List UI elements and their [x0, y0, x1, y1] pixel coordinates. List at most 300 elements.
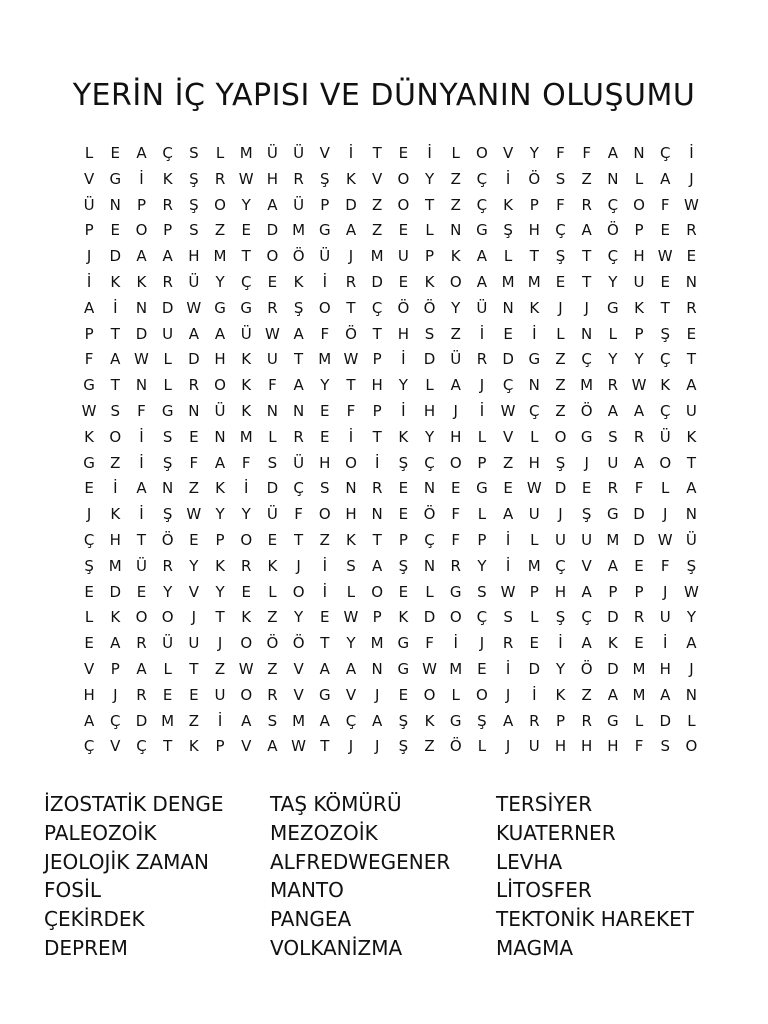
- grid-cell[interactable]: D: [345, 195, 357, 214]
- grid-cell[interactable]: G: [83, 453, 95, 472]
- grid-cell[interactable]: İ: [505, 556, 511, 575]
- grid-cell[interactable]: G: [318, 221, 331, 240]
- grid-cell[interactable]: J: [584, 453, 589, 472]
- grid-cell[interactable]: M: [527, 556, 541, 575]
- grid-cell[interactable]: E: [320, 608, 330, 627]
- grid-cell[interactable]: İ: [139, 505, 144, 524]
- grid-cell[interactable]: Ç: [476, 608, 488, 627]
- grid-cell[interactable]: N: [423, 556, 436, 575]
- grid-cell[interactable]: P: [372, 608, 382, 627]
- grid-cell[interactable]: S: [267, 711, 278, 730]
- grid-cell[interactable]: K: [215, 479, 225, 498]
- grid-cell[interactable]: R: [267, 298, 278, 317]
- grid-cell[interactable]: İ: [558, 634, 563, 653]
- grid-cell[interactable]: W: [291, 737, 307, 756]
- grid-cell[interactable]: Ü: [293, 195, 305, 214]
- grid-cell[interactable]: L: [530, 427, 539, 446]
- grid-cell[interactable]: J: [86, 505, 92, 524]
- grid-cell[interactable]: M: [527, 272, 541, 291]
- grid-cell[interactable]: U: [266, 350, 278, 369]
- grid-cell[interactable]: R: [345, 272, 357, 291]
- grid-cell[interactable]: Z: [188, 479, 199, 498]
- grid-cell[interactable]: A: [607, 144, 618, 162]
- grid-cell[interactable]: O: [318, 505, 331, 524]
- grid-cell[interactable]: L: [634, 711, 644, 730]
- grid-cell[interactable]: J: [663, 505, 668, 524]
- grid-cell[interactable]: K: [424, 711, 435, 730]
- grid-cell[interactable]: Y: [189, 556, 199, 575]
- grid-cell[interactable]: E: [189, 685, 199, 704]
- grid-cell[interactable]: İ: [401, 350, 406, 369]
- grid-cell[interactable]: R: [476, 350, 488, 369]
- grid-cell[interactable]: E: [398, 582, 409, 601]
- grid-cell[interactable]: F: [241, 453, 251, 472]
- grid-cell[interactable]: A: [214, 453, 226, 472]
- grid-cell[interactable]: P: [477, 453, 487, 472]
- grid-cell[interactable]: S: [555, 169, 566, 188]
- grid-cell[interactable]: L: [346, 582, 356, 601]
- grid-cell[interactable]: A: [633, 453, 645, 472]
- grid-cell[interactable]: P: [608, 582, 618, 601]
- grid-cell[interactable]: W: [343, 350, 359, 369]
- grid-cell[interactable]: A: [686, 376, 697, 395]
- grid-cell[interactable]: R: [529, 711, 540, 730]
- grid-cell[interactable]: Y: [294, 608, 304, 627]
- grid-cell[interactable]: O: [371, 582, 384, 601]
- grid-cell[interactable]: T: [189, 659, 199, 678]
- grid-cell[interactable]: İ: [689, 144, 694, 162]
- grid-cell[interactable]: W: [343, 608, 359, 627]
- grid-cell[interactable]: Ç: [529, 401, 540, 420]
- grid-cell[interactable]: Ş: [398, 556, 409, 575]
- grid-cell[interactable]: Ş: [581, 505, 592, 524]
- grid-cell[interactable]: Ö: [397, 298, 410, 317]
- grid-cell[interactable]: K: [503, 195, 514, 214]
- grid-cell[interactable]: A: [660, 169, 671, 188]
- grid-cell[interactable]: A: [136, 144, 147, 162]
- grid-cell[interactable]: Ç: [502, 376, 514, 395]
- grid-cell[interactable]: V: [83, 659, 95, 678]
- grid-cell[interactable]: A: [372, 556, 383, 575]
- grid-cell[interactable]: H: [266, 169, 279, 188]
- grid-cell[interactable]: Ç: [345, 711, 357, 730]
- grid-cell[interactable]: Y: [608, 350, 618, 369]
- grid-cell[interactable]: J: [558, 298, 563, 317]
- grid-cell[interactable]: M: [318, 350, 332, 369]
- grid-cell[interactable]: G: [607, 298, 619, 317]
- grid-cell[interactable]: P: [320, 195, 330, 214]
- grid-cell[interactable]: İ: [505, 169, 511, 188]
- grid-cell[interactable]: K: [424, 272, 435, 291]
- grid-cell[interactable]: Z: [372, 195, 383, 214]
- grid-cell[interactable]: T: [320, 634, 330, 653]
- grid-cell[interactable]: E: [84, 582, 94, 601]
- grid-cell[interactable]: U: [554, 530, 566, 549]
- grid-cell[interactable]: H: [607, 737, 619, 756]
- grid-cell[interactable]: S: [503, 608, 513, 627]
- grid-cell[interactable]: P: [84, 221, 94, 240]
- grid-cell[interactable]: Y: [346, 634, 356, 653]
- grid-cell[interactable]: Ü: [685, 530, 697, 549]
- grid-cell[interactable]: W: [186, 505, 202, 524]
- grid-cell[interactable]: G: [397, 634, 410, 653]
- grid-cell[interactable]: D: [109, 247, 122, 266]
- grid-cell[interactable]: E: [110, 221, 121, 240]
- grid-cell[interactable]: F: [320, 324, 330, 343]
- grid-cell[interactable]: A: [110, 350, 121, 369]
- grid-cell[interactable]: L: [163, 350, 172, 369]
- grid-cell[interactable]: Ç: [476, 169, 488, 188]
- grid-cell[interactable]: K: [241, 376, 252, 395]
- grid-cell[interactable]: L: [661, 479, 670, 498]
- grid-cell[interactable]: M: [161, 711, 175, 730]
- grid-cell[interactable]: Ü: [293, 453, 305, 472]
- grid-cell[interactable]: J: [113, 685, 118, 704]
- grid-cell[interactable]: G: [109, 169, 122, 188]
- grid-cell[interactable]: M: [213, 247, 227, 266]
- grid-cell[interactable]: Ö: [292, 634, 305, 653]
- grid-cell[interactable]: O: [449, 272, 462, 291]
- grid-cell[interactable]: E: [686, 247, 697, 266]
- grid-cell[interactable]: Z: [267, 608, 278, 627]
- grid-cell[interactable]: Ç: [555, 556, 566, 575]
- grid-cell[interactable]: U: [214, 685, 226, 704]
- grid-cell[interactable]: O: [423, 685, 436, 704]
- grid-cell[interactable]: E: [320, 427, 330, 446]
- grid-cell[interactable]: Y: [686, 608, 696, 627]
- grid-cell[interactable]: N: [581, 324, 593, 343]
- grid-cell[interactable]: Y: [398, 376, 408, 395]
- grid-cell[interactable]: K: [634, 298, 644, 317]
- grid-cell[interactable]: T: [163, 737, 173, 756]
- grid-cell[interactable]: S: [110, 401, 121, 420]
- grid-cell[interactable]: A: [581, 221, 592, 240]
- grid-cell[interactable]: Ü: [240, 324, 252, 343]
- grid-cell[interactable]: G: [449, 582, 462, 601]
- grid-cell[interactable]: İ: [505, 659, 511, 678]
- grid-cell[interactable]: F: [294, 505, 303, 524]
- grid-cell[interactable]: O: [135, 221, 148, 240]
- grid-cell[interactable]: Z: [214, 659, 226, 678]
- grid-cell[interactable]: İ: [322, 582, 327, 601]
- grid-cell[interactable]: A: [83, 711, 95, 730]
- grid-cell[interactable]: G: [214, 298, 226, 317]
- grid-cell[interactable]: Z: [555, 376, 566, 395]
- grid-cell[interactable]: İ: [505, 530, 511, 549]
- grid-cell[interactable]: İ: [113, 479, 118, 498]
- grid-cell[interactable]: E: [398, 221, 409, 240]
- grid-cell[interactable]: A: [267, 737, 278, 756]
- grid-cell[interactable]: M: [239, 144, 253, 162]
- grid-cell[interactable]: J: [217, 634, 223, 653]
- grid-cell[interactable]: G: [528, 350, 541, 369]
- grid-cell[interactable]: K: [241, 401, 252, 420]
- grid-cell[interactable]: E: [398, 479, 409, 498]
- grid-cell[interactable]: İ: [113, 298, 118, 317]
- grid-cell[interactable]: Y: [241, 505, 251, 524]
- grid-cell[interactable]: M: [370, 247, 384, 266]
- grid-cell[interactable]: O: [214, 376, 226, 395]
- grid-cell[interactable]: H: [450, 427, 462, 446]
- grid-cell[interactable]: İ: [479, 324, 485, 343]
- grid-cell[interactable]: N: [135, 376, 148, 395]
- grid-cell[interactable]: R: [607, 376, 619, 395]
- grid-cell[interactable]: E: [189, 530, 199, 549]
- grid-cell[interactable]: A: [136, 247, 147, 266]
- grid-cell[interactable]: E: [686, 324, 697, 343]
- grid-cell[interactable]: L: [425, 221, 434, 240]
- grid-cell[interactable]: Ç: [659, 401, 671, 420]
- grid-cell[interactable]: Ç: [424, 530, 435, 549]
- grid-cell[interactable]: H: [319, 453, 331, 472]
- grid-cell[interactable]: Ş: [477, 711, 487, 730]
- grid-cell[interactable]: K: [607, 634, 618, 653]
- grid-cell[interactable]: Ö: [161, 530, 174, 549]
- grid-cell[interactable]: L: [84, 608, 94, 627]
- grid-cell[interactable]: Ç: [162, 144, 173, 162]
- grid-cell[interactable]: E: [241, 582, 251, 601]
- grid-cell[interactable]: K: [686, 427, 697, 446]
- grid-cell[interactable]: A: [607, 685, 618, 704]
- grid-cell[interactable]: E: [267, 272, 278, 291]
- grid-cell[interactable]: Ç: [83, 530, 95, 549]
- grid-cell[interactable]: O: [240, 634, 253, 653]
- grid-cell[interactable]: R: [581, 711, 592, 730]
- grid-cell[interactable]: U: [633, 272, 645, 291]
- grid-cell[interactable]: P: [529, 195, 539, 214]
- grid-cell[interactable]: R: [581, 195, 592, 214]
- grid-cell[interactable]: N: [345, 479, 357, 498]
- grid-cell[interactable]: E: [503, 324, 513, 343]
- grid-cell[interactable]: H: [371, 376, 383, 395]
- grid-cell[interactable]: G: [607, 711, 619, 730]
- grid-cell[interactable]: Y: [215, 505, 225, 524]
- grid-cell[interactable]: M: [449, 659, 463, 678]
- grid-cell[interactable]: P: [372, 350, 382, 369]
- grid-cell[interactable]: R: [633, 427, 645, 446]
- grid-cell[interactable]: E: [634, 634, 644, 653]
- grid-cell[interactable]: O: [449, 453, 462, 472]
- grid-cell[interactable]: N: [450, 221, 462, 240]
- grid-cell[interactable]: O: [449, 608, 462, 627]
- grid-cell[interactable]: İ: [217, 711, 223, 730]
- grid-cell[interactable]: S: [189, 221, 199, 240]
- grid-cell[interactable]: Z: [450, 169, 461, 188]
- grid-cell[interactable]: Ö: [606, 221, 619, 240]
- grid-cell[interactable]: Ü: [135, 556, 147, 575]
- grid-cell[interactable]: Ç: [607, 247, 619, 266]
- grid-cell[interactable]: Y: [215, 272, 225, 291]
- grid-cell[interactable]: E: [162, 685, 173, 704]
- grid-cell[interactable]: W: [264, 324, 280, 343]
- grid-cell[interactable]: S: [477, 582, 487, 601]
- grid-cell[interactable]: A: [214, 324, 226, 343]
- grid-cell[interactable]: O: [135, 608, 148, 627]
- grid-cell[interactable]: L: [477, 737, 487, 756]
- grid-cell[interactable]: R: [214, 169, 226, 188]
- grid-cell[interactable]: O: [685, 737, 698, 756]
- grid-cell[interactable]: J: [584, 298, 589, 317]
- grid-cell[interactable]: T: [372, 144, 382, 162]
- grid-cell[interactable]: K: [241, 350, 252, 369]
- grid-cell[interactable]: O: [397, 195, 410, 214]
- grid-cell[interactable]: E: [84, 479, 94, 498]
- grid-cell[interactable]: Z: [581, 685, 592, 704]
- grid-cell[interactable]: Ü: [188, 272, 200, 291]
- grid-cell[interactable]: T: [136, 530, 147, 549]
- grid-cell[interactable]: P: [215, 530, 225, 549]
- grid-cell[interactable]: F: [425, 634, 434, 653]
- grid-cell[interactable]: S: [608, 427, 618, 446]
- grid-cell[interactable]: Z: [110, 453, 121, 472]
- grid-cell[interactable]: L: [425, 376, 434, 395]
- grid-cell[interactable]: N: [371, 659, 383, 678]
- grid-cell[interactable]: Z: [424, 737, 435, 756]
- grid-cell[interactable]: J: [663, 582, 668, 601]
- grid-cell[interactable]: A: [345, 221, 357, 240]
- grid-cell[interactable]: K: [188, 737, 199, 756]
- grid-cell[interactable]: Ç: [659, 144, 671, 162]
- grid-cell[interactable]: Ö: [345, 324, 357, 343]
- grid-cell[interactable]: V: [241, 737, 252, 756]
- grid-cell[interactable]: F: [660, 556, 670, 575]
- grid-cell[interactable]: Ö: [580, 401, 593, 420]
- grid-cell[interactable]: İ: [427, 144, 432, 162]
- grid-cell[interactable]: G: [318, 685, 331, 704]
- grid-cell[interactable]: A: [241, 711, 252, 730]
- grid-cell[interactable]: Ü: [266, 505, 278, 524]
- grid-cell[interactable]: K: [136, 272, 147, 291]
- grid-cell[interactable]: R: [188, 376, 200, 395]
- grid-cell[interactable]: O: [476, 144, 488, 162]
- grid-cell[interactable]: W: [500, 401, 516, 420]
- grid-cell[interactable]: İ: [532, 685, 537, 704]
- grid-cell[interactable]: U: [528, 505, 540, 524]
- grid-cell[interactable]: O: [659, 453, 672, 472]
- grid-cell[interactable]: A: [345, 659, 357, 678]
- grid-cell[interactable]: Ç: [581, 608, 592, 627]
- grid-cell[interactable]: J: [689, 659, 694, 678]
- grid-cell[interactable]: Ç: [240, 272, 252, 291]
- grid-cell[interactable]: Ş: [189, 169, 199, 188]
- grid-cell[interactable]: Ç: [293, 479, 304, 498]
- grid-cell[interactable]: T: [372, 427, 382, 446]
- grid-cell[interactable]: J: [558, 505, 563, 524]
- grid-cell[interactable]: V: [345, 685, 357, 704]
- grid-cell[interactable]: L: [84, 144, 94, 162]
- grid-cell[interactable]: K: [84, 427, 95, 446]
- grid-cell[interactable]: A: [136, 479, 147, 498]
- grid-cell[interactable]: O: [266, 247, 279, 266]
- grid-cell[interactable]: D: [266, 479, 279, 498]
- grid-cell[interactable]: T: [660, 298, 670, 317]
- grid-cell[interactable]: F: [634, 737, 644, 756]
- grid-cell[interactable]: Ş: [555, 453, 566, 472]
- grid-cell[interactable]: A: [136, 659, 147, 678]
- grid-cell[interactable]: Z: [319, 530, 330, 549]
- grid-cell[interactable]: D: [161, 298, 174, 317]
- grid-cell[interactable]: D: [266, 221, 279, 240]
- grid-cell[interactable]: T: [686, 350, 696, 369]
- grid-cell[interactable]: A: [502, 505, 514, 524]
- grid-cell[interactable]: İ: [348, 144, 354, 162]
- grid-cell[interactable]: Ç: [424, 453, 435, 472]
- grid-cell[interactable]: A: [581, 582, 592, 601]
- grid-cell[interactable]: U: [581, 530, 593, 549]
- grid-cell[interactable]: N: [685, 505, 698, 524]
- grid-cell[interactable]: T: [686, 453, 696, 472]
- grid-cell[interactable]: P: [477, 530, 487, 549]
- grid-cell[interactable]: A: [476, 247, 488, 266]
- grid-cell[interactable]: R: [241, 556, 252, 575]
- grid-cell[interactable]: İ: [401, 401, 406, 420]
- grid-cell[interactable]: L: [608, 324, 618, 343]
- grid-cell[interactable]: N: [266, 401, 279, 420]
- grid-cell[interactable]: D: [502, 350, 514, 369]
- grid-cell[interactable]: S: [660, 737, 670, 756]
- grid-cell[interactable]: Ş: [320, 169, 330, 188]
- grid-cell[interactable]: N: [135, 298, 148, 317]
- grid-cell[interactable]: Y: [424, 427, 435, 446]
- grid-cell[interactable]: N: [162, 479, 174, 498]
- grid-cell[interactable]: A: [581, 634, 592, 653]
- grid-cell[interactable]: L: [268, 582, 277, 601]
- grid-cell[interactable]: A: [686, 634, 697, 653]
- grid-cell[interactable]: T: [372, 530, 382, 549]
- grid-cell[interactable]: T: [582, 272, 592, 291]
- grid-cell[interactable]: A: [476, 272, 488, 291]
- grid-cell[interactable]: O: [633, 195, 645, 214]
- grid-cell[interactable]: G: [476, 221, 488, 240]
- grid-cell[interactable]: W: [186, 298, 202, 317]
- grid-cell[interactable]: O: [292, 582, 305, 601]
- grid-cell[interactable]: J: [348, 737, 354, 756]
- grid-cell[interactable]: E: [477, 659, 487, 678]
- grid-cell[interactable]: Ç: [476, 195, 488, 214]
- grid-cell[interactable]: A: [110, 634, 121, 653]
- grid-cell[interactable]: A: [319, 711, 330, 730]
- grid-cell[interactable]: J: [505, 685, 511, 704]
- grid-cell[interactable]: İ: [139, 169, 144, 188]
- grid-cell[interactable]: K: [346, 530, 356, 549]
- grid-cell[interactable]: J: [191, 608, 197, 627]
- grid-cell[interactable]: Ö: [423, 298, 436, 317]
- grid-cell[interactable]: U: [162, 324, 174, 343]
- grid-cell[interactable]: H: [423, 401, 436, 420]
- grid-cell[interactable]: R: [371, 479, 383, 498]
- grid-cell[interactable]: T: [110, 324, 120, 343]
- grid-cell[interactable]: E: [503, 479, 513, 498]
- grid-cell[interactable]: M: [370, 634, 384, 653]
- grid-cell[interactable]: K: [267, 556, 278, 575]
- grid-cell[interactable]: Ü: [319, 247, 331, 266]
- grid-cell[interactable]: L: [268, 427, 277, 446]
- grid-cell[interactable]: Y: [634, 350, 644, 369]
- grid-cell[interactable]: Ü: [450, 350, 462, 369]
- grid-cell[interactable]: U: [659, 608, 671, 627]
- grid-cell[interactable]: Z: [502, 453, 514, 472]
- grid-cell[interactable]: W: [81, 401, 97, 420]
- grid-cell[interactable]: J: [374, 737, 380, 756]
- grid-cell[interactable]: D: [554, 479, 567, 498]
- grid-cell[interactable]: Ç: [136, 737, 147, 756]
- grid-cell[interactable]: U: [685, 401, 697, 420]
- grid-cell[interactable]: T: [529, 247, 539, 266]
- grid-cell[interactable]: Ü: [214, 401, 226, 420]
- grid-cell[interactable]: R: [267, 685, 278, 704]
- grid-cell[interactable]: Y: [424, 169, 435, 188]
- grid-cell[interactable]: R: [162, 556, 173, 575]
